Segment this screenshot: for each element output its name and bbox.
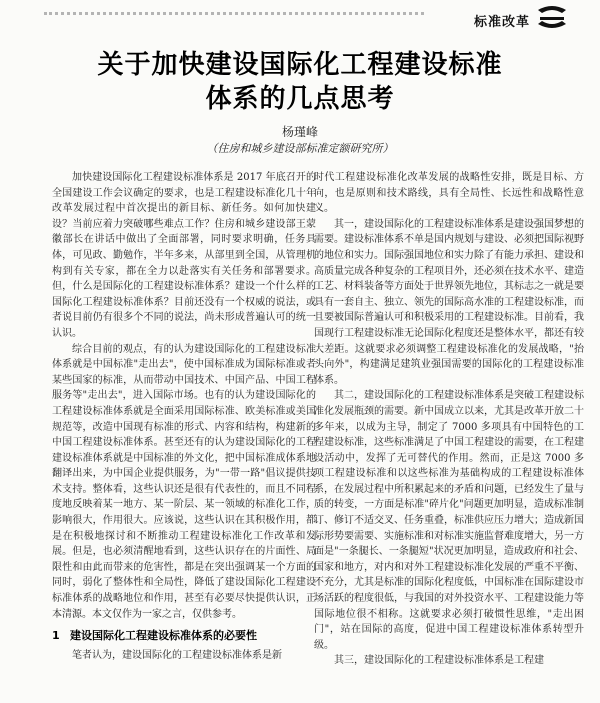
paragraph: 其二，建设国际化的工程建设标准体系是突破工程建设标准化发展瓶颈的需要。新中国成立以来，尤其是改革开放二十多年来，以成为主导，制定了 7000 多项具有中国特色的工程建设标准，这些标准满足了中国工程建设的需要，在工程建设活动中，发挥了无可替代的作用。然而，正是这 7000 多项工程建设标准和以这些标准为基础构成的工程建设标准体系，在发展过程中所积累起来的矛盾和问题，已经发生了量与质的转变，一方面是标准"碎片化"问题更加明显，造成标准制订、修订不适交叉、任务重叠，标准供应压力增大；造成新国际形势要需要、实施标准和对标准实施监督难度增大，另一方面是"一条腿长、一条腿短"状况更加明显，造成政府和社会、国家和地方，对内和对外工程建设标准化发展的严重不平衡、不充分，尤其是标准的国际化程度低，中国标准在国际建设市场活跃的程度很低，与我国的对外投资水平、工程建设能力等国际地位很不相称。这就要求必须打破惯性思维，"走出困门"，站在国际的高度，促进中国工程建设标准体系转型升级。 [314, 390, 584, 651]
journal-name: 标准改革 [473, 15, 530, 30]
journal-logo-icon [534, 4, 570, 30]
article-title [0, 48, 600, 116]
body-column-right [314, 170, 584, 703]
paragraph: 其一，建设国际化的工程建设标准体系是建设强国梦想的需要。建设标准体系不单是国内规划与建设、必须把国际视野的地位和实力。国际强国地位和实力除了有能力承担、建设和高质量完成各种复杂的工程项目外，还必须在技术水平、建造工艺、材料装备等方面处于世界领先地位，其标志之一就是要具有一套自主、独立、领先的国际高水准的工程建设标准，而且要被国际普遍认可和积极采用的工程建设标准。目前看，我国现行工程建设标准无论国际化程度还是整体水平，都还有较大差距。这就要求必须调整工程建设标准化的发展战略，"抬头向外"，构建满足建筑业强国需要的国际化的工程建设标准体系。 [314, 218, 584, 386]
body-column-left [52, 170, 316, 703]
page-header [0, 0, 600, 34]
section-title: 建设国际化工程建设标准体系的必要性 [70, 629, 257, 643]
paragraph: 综合目前的观点，有的认为建设国际化的工程建设标准体系就是中国标准"走出去"，使中国标准成为国际标准或者某些国家的标准，从而带动中国技术、中国产品、中国工程服务等"走出去"，进入国际市场。也有的认为建设国际化的工程建设标准体系就是全面采用国际标准、欧美标准或美国规范等，改造中国现有标准的形式、内容和结构，构建新的中国工程建设标准体系。甚至还有的认为建设国际化的工程建设标准体系就是中国标准的外文化，把中国标准成体系地翻译出来，为中国企业提供服务，为"一带一路"倡议提供技术支持。整体看，这些认识还是很有代表性的，而且不同程度地反映着某一地方、某一阶层、某一领域的标准化工作，影响很大，作用很大。应该说，这些认识在其积极作用，都是在积极地探讨和不断推动工程建设标准化工作改革和发展。但是，也必须清醒地看到，这些认识存在的片面性、局限性和由此而带来的危害性，都是在突出强调某一个方面的同时，弱化了整体性和全局性，降低了建设国际化工程建设标准体系的战略地位和作用，甚至有必要尽快提供认识，正本清源。本文仅作为一家之言，仅供参考。 [52, 343, 316, 620]
paragraph: 时代工程建设标准化改革发展的战略性安排，既是目标、方向，也是原则和技术路线，具有全局性、长远性和战略性意义。 [314, 172, 584, 215]
paragraph: 笔者认为，建设国际化的工程建设标准体系是新 [72, 650, 282, 662]
article-title-line-1: 关于加快建设国际化工程建设标准 [97, 50, 503, 80]
paragraph: 其三，建设国际化的工程建设标准体系是工程建 [334, 655, 544, 667]
header-decoration [44, 12, 424, 23]
affiliation: （住房和城乡建设部标准定额研究所） [206, 142, 394, 155]
article-title-line-2: 体系的几点思考 [205, 84, 395, 114]
section-number: 1 [52, 629, 60, 643]
section-heading [52, 628, 316, 644]
paragraph: 加快建设国际化工程建设标准体系是 2017 年底召开的全国建设工作会议确定的要求，也是工程建设标准化几十年改革发展过程中首次提出的新目标、新任务。如何加快建设？当前应着力突破哪些难点工作？住房和城乡建设部王蒙徽部长在讲话中做出了全面部署，同时要求明确，任务具体，可见政、勤勉作，半年多来，从部里到全国，从管理机构到有关专家，都在全力以赴落实有关任务和部署要求。但，什么是国际化的工程建设标准体系？建设一个什么样的国际化工程建设标准体系？目前还没有一个权威的说法，或者说目前仍有很多个不同的说法，尚未形成普遍认可的统一认识。 [52, 172, 316, 339]
author: 杨瑾峰 [281, 125, 318, 139]
